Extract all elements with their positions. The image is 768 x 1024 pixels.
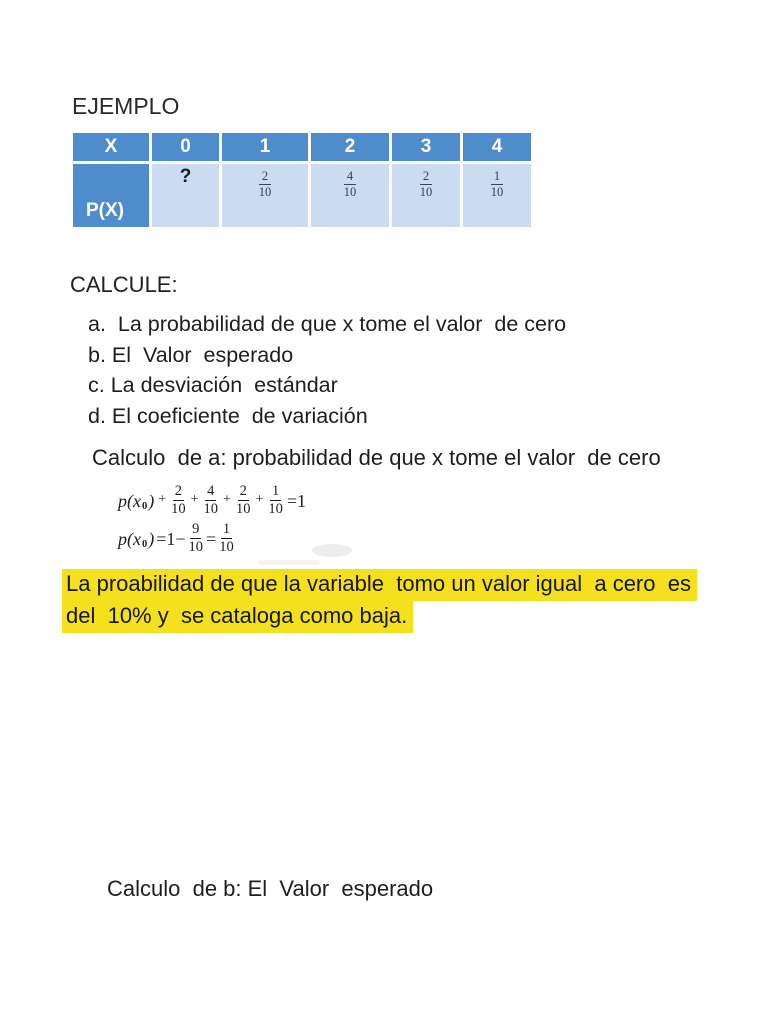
highlighted-conclusion-line-1: La proabilidad de que la variable tomo un valor igual a cero es (62, 569, 697, 601)
table-cell-fraction (463, 164, 531, 227)
list-item-c: c. La desviación estándar (88, 373, 338, 397)
fraction (236, 484, 251, 518)
fraction-numerator: 4 (344, 170, 356, 185)
plus-operator: + (223, 492, 231, 507)
calc-b-heading: Calculo de b: El Valor esperado (107, 876, 434, 901)
fraction-numerator: 4 (207, 483, 215, 500)
table-row-label-px: P(X) (73, 164, 149, 227)
plus-operator: + (255, 492, 264, 507)
fraction (420, 164, 433, 200)
fraction-denominator: 10 (219, 539, 234, 555)
list-item-b: b. El Valor esperado (88, 342, 294, 367)
list-item-d: d. El coeficiente de variación (88, 403, 368, 428)
calcule-list (88, 309, 566, 431)
table-header-4: 4 (463, 133, 531, 161)
fraction-denominator: 10 (203, 501, 219, 517)
formula-function: p(x (118, 490, 141, 511)
fraction-denominator: 10 (171, 501, 186, 517)
table-header-2: 2 (311, 133, 389, 161)
eraser-smudge (258, 560, 320, 565)
fraction (259, 164, 272, 200)
fraction-denominator: 10 (268, 501, 283, 517)
fraction (344, 164, 357, 200)
table-cell-fraction (222, 164, 308, 227)
fraction-numerator: 2 (239, 483, 247, 500)
formula-subscript: 0 (141, 501, 148, 512)
fraction (204, 484, 219, 518)
fraction-denominator: 10 (258, 184, 272, 199)
table-header-3: 3 (392, 133, 460, 161)
fraction (171, 484, 186, 518)
table-header-1: 1 (222, 133, 308, 161)
fraction-denominator: 10 (419, 184, 433, 199)
fraction-denominator: 10 (235, 501, 251, 517)
fraction-numerator: 9 (192, 521, 200, 538)
fraction-numerator: 1 (271, 483, 280, 500)
formula-solve-p0 (117, 522, 236, 556)
table-cell-fraction (311, 164, 389, 227)
fraction-numerator: 2 (259, 170, 271, 185)
formula-close-paren: ) (148, 528, 155, 549)
calcule-heading: CALCULE: (70, 272, 178, 297)
formula-close-paren: ) (148, 490, 155, 511)
fraction (268, 484, 283, 518)
fraction-numerator: 1 (491, 170, 503, 185)
highlighted-conclusion-line-2: del 10% y se cataloga como baja. (62, 601, 413, 633)
plus-operator: + (190, 492, 199, 507)
fraction-numerator: 2 (174, 483, 183, 500)
fraction-numerator: 1 (222, 521, 231, 538)
table-header-0: 0 (152, 133, 219, 161)
formula-equals-one-minus: =1− (156, 528, 186, 549)
eraser-smudge (312, 544, 352, 557)
formula-result: =1 (286, 490, 307, 511)
formula-function: p(x (118, 528, 141, 549)
calc-a-heading: Calculo de a: probabilidad de que x tome el valor de cero (92, 445, 661, 470)
formula-total-probability (117, 484, 306, 518)
table-cell-fraction (392, 164, 460, 227)
fraction-denominator: 10 (188, 539, 204, 555)
table-header-x: X (73, 133, 149, 161)
fraction (189, 522, 204, 556)
table-cell-unknown: ? (152, 164, 219, 227)
fraction (491, 164, 504, 200)
page-title: EJEMPLO (72, 93, 180, 119)
fraction (219, 522, 234, 556)
fraction-denominator: 10 (343, 184, 357, 199)
fraction-numerator: 2 (420, 170, 432, 185)
list-item-a: a. La probabilidad de que x tome el valor de cero (88, 312, 567, 336)
plus-operator: + (158, 492, 167, 507)
equals-sign: = (206, 528, 217, 549)
formula-subscript: 0 (141, 539, 148, 550)
fraction-denominator: 10 (490, 184, 504, 199)
probability-table (73, 133, 531, 227)
